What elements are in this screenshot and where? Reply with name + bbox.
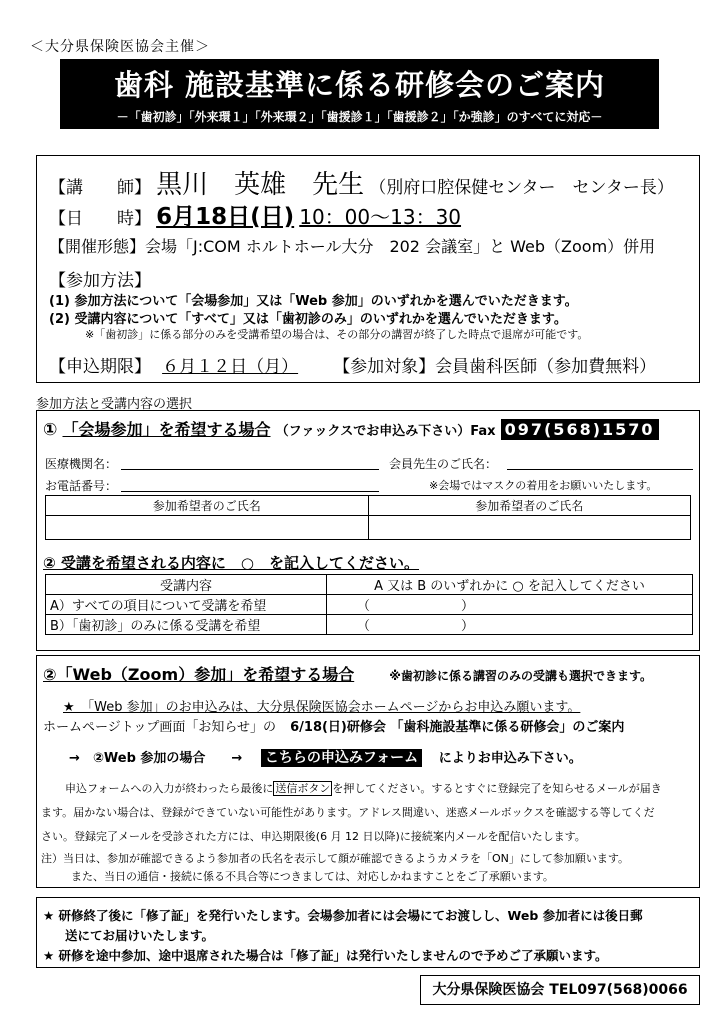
venue-heading: 「会場参加」を希望する場合 — [62, 420, 271, 439]
application-form-link[interactable]: こちらの申込みフォーム — [261, 749, 422, 767]
web-para-3: さい。登録完了メールを受診された方には、申込期限後(6 月 12 日以降)に接続案内メールを配信いたします。 — [41, 830, 586, 843]
send-button-label: 送信ボタン — [275, 782, 331, 795]
method-item-2: (2) 受講内容について「すべて」又は「歯初診のみ」のいずれかを選んでいただきます。 — [49, 312, 567, 327]
venue-heading-num: ① — [43, 420, 58, 440]
web-note-1: 注）当日は、参加が確認できるよう参加者の氏名を表示して顔が確認できるようカメラを「ON」にして参加願います。 — [41, 852, 630, 865]
certificate-notes — [36, 897, 700, 968]
page-title: 歯科 施設基準に係る研修会のご案内 — [113, 68, 606, 102]
date-value: 6月18日(日) — [156, 204, 295, 230]
participant-name-cell-1[interactable] — [46, 516, 369, 540]
page-subtitle: －「歯初診」「外来環１」「外来環２」「歯援診１」「歯援診２」「か強診」のすべてに対応－ — [116, 110, 603, 124]
web-para-1b: を押してください。するとすぐに登録完了を知らせるメールが届き — [332, 782, 662, 795]
arrow-text-b: によりお申込み下さい。 — [438, 751, 582, 766]
deadline-label: 【申込期限】 — [49, 357, 151, 377]
deadline-row — [49, 352, 656, 377]
format-row: 【開催形態】会場「J:COM ホルトホール大分 202 会議室」と Web（Zoom）併用 — [49, 237, 656, 256]
venue-heading-note: （ファックスでお申込み下さい）Fax — [275, 424, 496, 439]
web-heading-row — [43, 662, 652, 685]
lecturer-label: 【講 師】 — [49, 178, 151, 198]
web-para-2: ます。届かない場合は、登録ができていない可能性があります。アドレス間違い、迷惑メールボックスを確認する等してくだ — [41, 806, 655, 819]
date-label: 【日 時】 — [49, 209, 151, 229]
web-heading-note: ※歯初診に係る講習のみの受講も選択できます。 — [389, 669, 653, 683]
phone-label: お電話番号： — [45, 479, 118, 493]
web-section — [36, 655, 700, 888]
institution-field[interactable] — [121, 469, 379, 470]
note-line-1b: 送にてお届けいたします。 — [65, 928, 215, 943]
method-item-1: (1) 参加方法について「会場参加」又は「Web 参加」のいずれかを選んでいただきます。 — [49, 294, 578, 309]
web-para-1 — [65, 780, 662, 796]
institution-label: 医療機関名： — [45, 457, 118, 471]
footer-contact: 大分県保険医協会 TEL097(568)0066 — [420, 975, 700, 1005]
form-link-row — [69, 747, 582, 767]
date-row — [49, 198, 461, 231]
web-heading: ②「Web（Zoom）参加」を希望する場合 — [43, 665, 355, 684]
venue-heading-row — [43, 417, 659, 440]
organizer-label: ＜大分県保険医協会主催＞ — [30, 39, 210, 55]
participant-col-1: 参加希望者のご氏名 — [46, 496, 369, 516]
deadline-value: ６月１２日（月） — [162, 357, 299, 377]
participant-table — [45, 495, 691, 540]
target-text: 【参加対象】会員歯科医師（参加費無料） — [333, 357, 657, 377]
note-line-2: ★ 研修を途中参加、途中退席された場合は「修了証」は発行いたしませんので予めご了承願います。 — [43, 948, 608, 963]
choice-cell-a[interactable]: （ ） — [327, 595, 693, 615]
lecturer-affiliation: （別府口腔保健センター センター長） — [369, 178, 674, 198]
web-para-1a: 申込フォームへの入力が終わったら最後に — [65, 782, 274, 795]
selection-label: 参加方法と受講内容の選択 — [36, 397, 193, 412]
course-table — [45, 574, 693, 635]
web-star-line: ★ 「Web 参加」のお申込みは、大分県保険医協会ホームページからお申込み願います。 — [63, 700, 581, 715]
note-line-1: ★ 研修終了後に「修了証」を発行いたします。会場参加者には会場にてお渡しし、Web 参加者には後日郵 — [43, 908, 643, 923]
course-head: 受講内容 — [46, 575, 327, 595]
method-label: 【参加方法】 — [49, 271, 151, 291]
participant-name-cell-2[interactable] — [368, 516, 691, 540]
method-note: ※「歯初診」に係る部分のみを受講希望の場合は、その部分の講習が終了した時点で退席が可能です。 — [85, 328, 589, 341]
time-value: 10：00～13：30 — [299, 205, 462, 229]
venue-section — [36, 410, 700, 651]
title-banner — [60, 59, 659, 129]
arrow-text: → ②Web 参加の場合 → — [69, 751, 243, 766]
event-info-box — [36, 155, 700, 383]
choice-head: A 又は B のいずれかに ○ を記入してください — [327, 575, 693, 595]
phone-field[interactable] — [121, 491, 379, 492]
participant-col-2: 参加希望者のご氏名 — [368, 496, 691, 516]
homepage-line-b: 6/18(日)研修会 「歯科施設基準に係る研修会」のご案内 — [290, 720, 625, 735]
mask-note: ※会場ではマスクの着用をお願いいたします。 — [429, 479, 658, 492]
homepage-line-a: ホームページトップ画面「お知らせ」の — [43, 720, 276, 735]
course-row-b: B）「歯初診」のみに係る受講を希望 — [46, 615, 327, 635]
member-name-field[interactable] — [507, 469, 693, 470]
choice-cell-b[interactable]: （ ） — [327, 615, 693, 635]
fax-number: 097(568)1570 — [501, 419, 659, 440]
lecturer-row — [49, 164, 674, 201]
lecturer-name: 黒川 英雄 先生 — [156, 170, 365, 200]
course-row-a: A）すべての項目について受講を希望 — [46, 595, 327, 615]
homepage-line — [43, 716, 624, 735]
web-note-2: また、当日の通信・接続に係る不具合等につきましては、対応しかねますことをご了承願います。 — [71, 870, 554, 883]
member-label: 会員先生のご氏名： — [389, 457, 498, 471]
course-question: ② 受講を希望される内容に ○ を記入してください。 — [43, 554, 420, 572]
